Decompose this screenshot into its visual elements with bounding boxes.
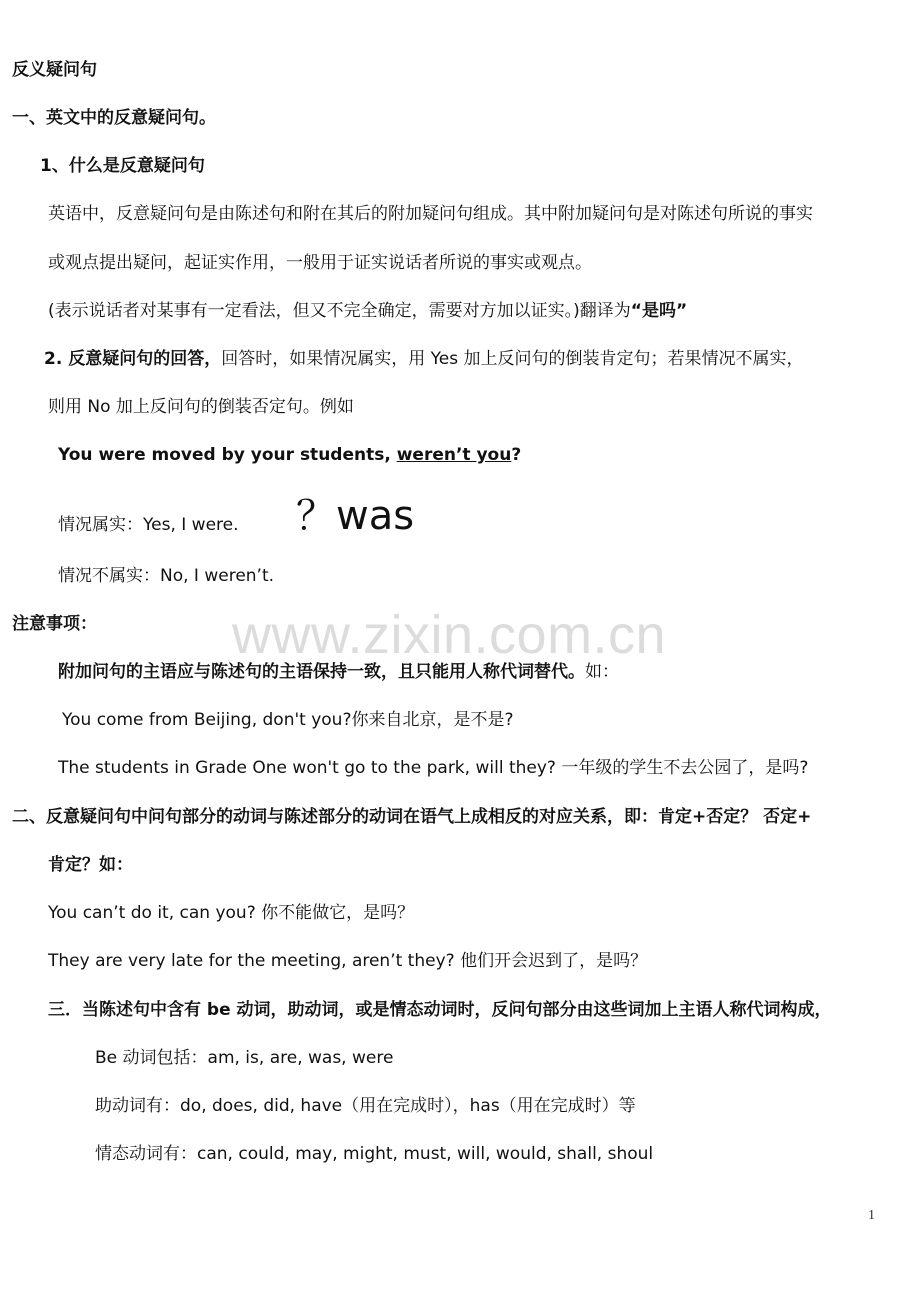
note-rule-tail: 如： xyxy=(585,662,619,682)
paragraph-2-text: (表示说话者对某事有一定看法，但又不完全确定，需要对方加以证实。)翻译为 xyxy=(48,301,631,321)
example-question-mark: ? xyxy=(511,445,522,465)
answer-yes: 情况属实：Yes, I were. xyxy=(58,515,239,535)
subsection-2 xyxy=(44,348,803,370)
auxiliary-verbs-list: 助动词有：do, does, did, have（用在完成时），has（用在完成时）等 xyxy=(95,1096,636,1116)
example-statement: You were moved by your students, xyxy=(58,445,397,465)
page-number: 1 xyxy=(868,1208,875,1223)
notes-heading: 注意事项： xyxy=(12,614,97,634)
doc-title: 反义疑问句 xyxy=(12,60,97,80)
paragraph-1-line-2: 或观点提出疑问，起证实作用，一般用于证实说话者所说的事实或观点。 xyxy=(48,253,592,273)
section-1-heading: 一、英文中的反意疑问句。 xyxy=(12,108,216,128)
subsection-1-heading: 1、什么是反意疑问句 xyxy=(40,156,205,176)
example-tag-question: weren’t you xyxy=(396,445,512,465)
paragraph-2 xyxy=(48,300,687,322)
watermark: www.zixin.com.cn xyxy=(232,605,667,665)
answer-no: 情况不属实：No, I weren’t. xyxy=(58,566,275,586)
section-2-example-2: They are very late for the meeting, aren’t they? 他们开会迟到了，是吗？ xyxy=(48,951,648,971)
example-sentence xyxy=(58,444,521,466)
answer-yes-correction: ？was xyxy=(296,493,415,539)
paragraph-2-bold: “是吗” xyxy=(630,301,688,321)
section-2-example-1: You can’t do it, can you? 你不能做它，是吗？ xyxy=(48,903,415,923)
modal-verbs-list: 情态动词有：can, could, may, might, must, will, would, shall, shoul xyxy=(95,1144,654,1164)
note-example-2: The students in Grade One won't go to the park, will they? 一年级的学生不去公园了，是吗? xyxy=(58,758,809,778)
subsection-2-text: 回答时，如果情况属实，用 Yes 加上反问句的倒装肯定句；若果情况不属实， xyxy=(221,349,804,369)
subsection-2-line-2: 则用 No 加上反问句的倒装否定句。例如 xyxy=(48,397,354,417)
paragraph-1-line-1: 英语中，反意疑问句是由陈述句和附在其后的附加疑问句组成。其中附加疑问句是对陈述句所说的事实 xyxy=(48,204,813,224)
be-verbs-list: Be 动词包括：am, is, are, was, were xyxy=(95,1048,394,1068)
section-2-heading-line-1: 二、反意疑问句中问句部分的动词与陈述部分的动词在语气上成相反的对应关系，即：肯定+否定？ 否定+ xyxy=(12,807,812,827)
note-example-1: You come from Beijing, don't you?你来自北京，是不是? xyxy=(62,710,514,730)
note-rule-bold: 附加问句的主语应与陈述句的主语保持一致，且只能用人称代词替代。 xyxy=(58,662,585,682)
section-3-heading: 三．当陈述句中含有 be 动词，助动词，或是情态动词时，反问句部分由这些词加上主语人称代词构成， xyxy=(48,1000,832,1020)
subsection-2-heading: 2. 反意疑问句的回答， xyxy=(44,349,222,369)
section-2-heading-line-2: 肯定？如： xyxy=(48,855,133,875)
